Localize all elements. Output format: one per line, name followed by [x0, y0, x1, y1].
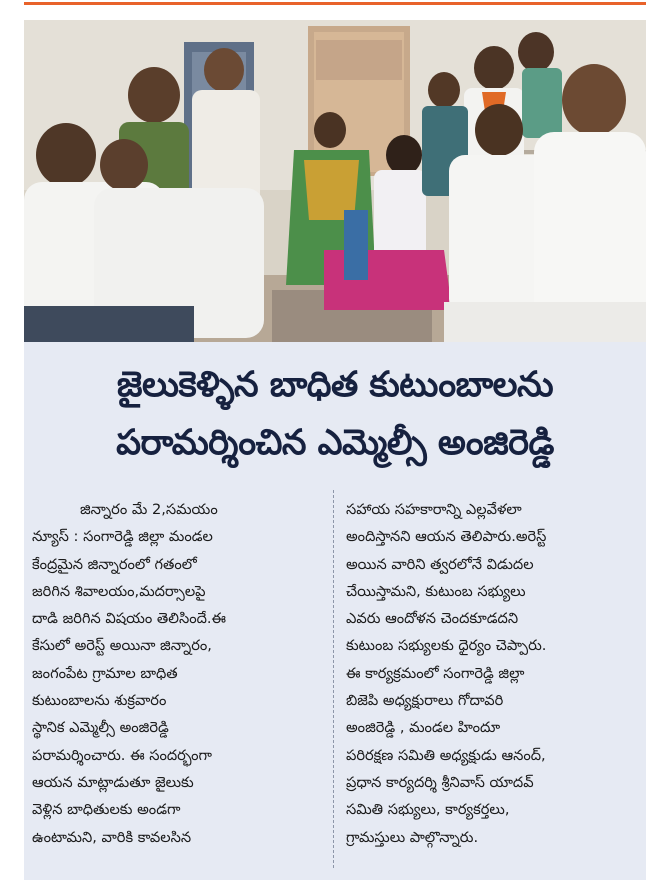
body-line: జరిగిన శివాలయం,మదర్సాలపై	[32, 582, 206, 600]
body-line: ఉంటామని, వారికి కావలసిన	[32, 828, 192, 846]
news-photo	[24, 20, 646, 342]
body-line: వెళ్లిన బాధితులకు అండగా	[32, 801, 181, 819]
body-line: గ్రామస్తులు పాల్గొన్నారు.	[346, 828, 479, 846]
headline-line: జైలుకెళ్ళిన బాధిత కుటుంబాలను	[116, 365, 554, 405]
body-line: స్థానిక ఎమ్మెల్సీ అంజిరెడ్డి	[32, 719, 169, 737]
body-line: కేంద్రమైన జిన్నారంలో గతంలో	[32, 555, 197, 573]
body-line: ఈ కార్యక్రమంలో సంగారెడ్డి జిల్లా	[346, 664, 525, 682]
article-column-2	[346, 496, 640, 851]
body-line: చేయిస్తామని, కుటుంబ సభ్యులు	[346, 582, 526, 600]
body-line: సహాయ సహకారాన్ని ఎల్లవేళలా	[346, 501, 522, 518]
body-line: అయిన వారిని త్వరలోనే విడుదల	[346, 555, 534, 573]
news-clipping	[24, 20, 646, 880]
article-column-1	[32, 496, 326, 851]
body-line: పరిరక్షణ సమితి అధ్యక్షుడు ఆనంద్,	[346, 746, 546, 764]
body-line: ఎవరు ఆందోళన చెందకూడదని	[346, 610, 519, 628]
photo-illustration	[24, 20, 646, 342]
body-line: కుటుంబ సభ్యులకు ధైర్యం చెప్పారు.	[346, 637, 547, 655]
body-line: ప్రధాన కార్యదర్శి శ్రీనివాస్ యాదవ్	[346, 773, 534, 791]
body-line: దాడి జరిగిన విషయం తెలిసిందే.ఈ	[32, 610, 227, 628]
body-line: కేసులో అరెస్ట్ అయినా జిన్నారం,	[32, 637, 212, 655]
body-line: జిన్నారం మే 2,సమయం	[80, 501, 218, 518]
body-line: పరామర్శించారు. ఈ సందర్భంగా	[32, 746, 212, 764]
body-line: బిజెపి అధ్యక్షురాలు గోదావరి	[346, 692, 504, 710]
column-divider	[333, 490, 334, 868]
body-line: అందిస్తానని ఆయన తెలిపారు.అరెస్ట్	[346, 528, 547, 546]
body-line: జంగంపేట గ్రామాల బాధిత	[32, 664, 178, 682]
headline-line: పరామర్శించిన ఎమ్మెల్సీ అంజిరెడ్డి	[116, 423, 554, 463]
body-line: న్యూస్ : సంగారెడ్డి జిల్లా మండల	[32, 528, 213, 546]
body-line: కుటుంబాలను శుక్రవారం	[32, 692, 167, 710]
article-headline	[24, 356, 646, 472]
top-accent-bar	[0, 0, 670, 6]
orange-stripe	[24, 2, 646, 5]
body-line: అంజిరెడ్డి , మండల హిందూ	[346, 719, 501, 737]
body-line: ఆయన మాట్లాడుతూ జైలుకు	[32, 773, 194, 791]
body-line: సమితి సభ్యులు, కార్యకర్తలు,	[346, 801, 510, 819]
